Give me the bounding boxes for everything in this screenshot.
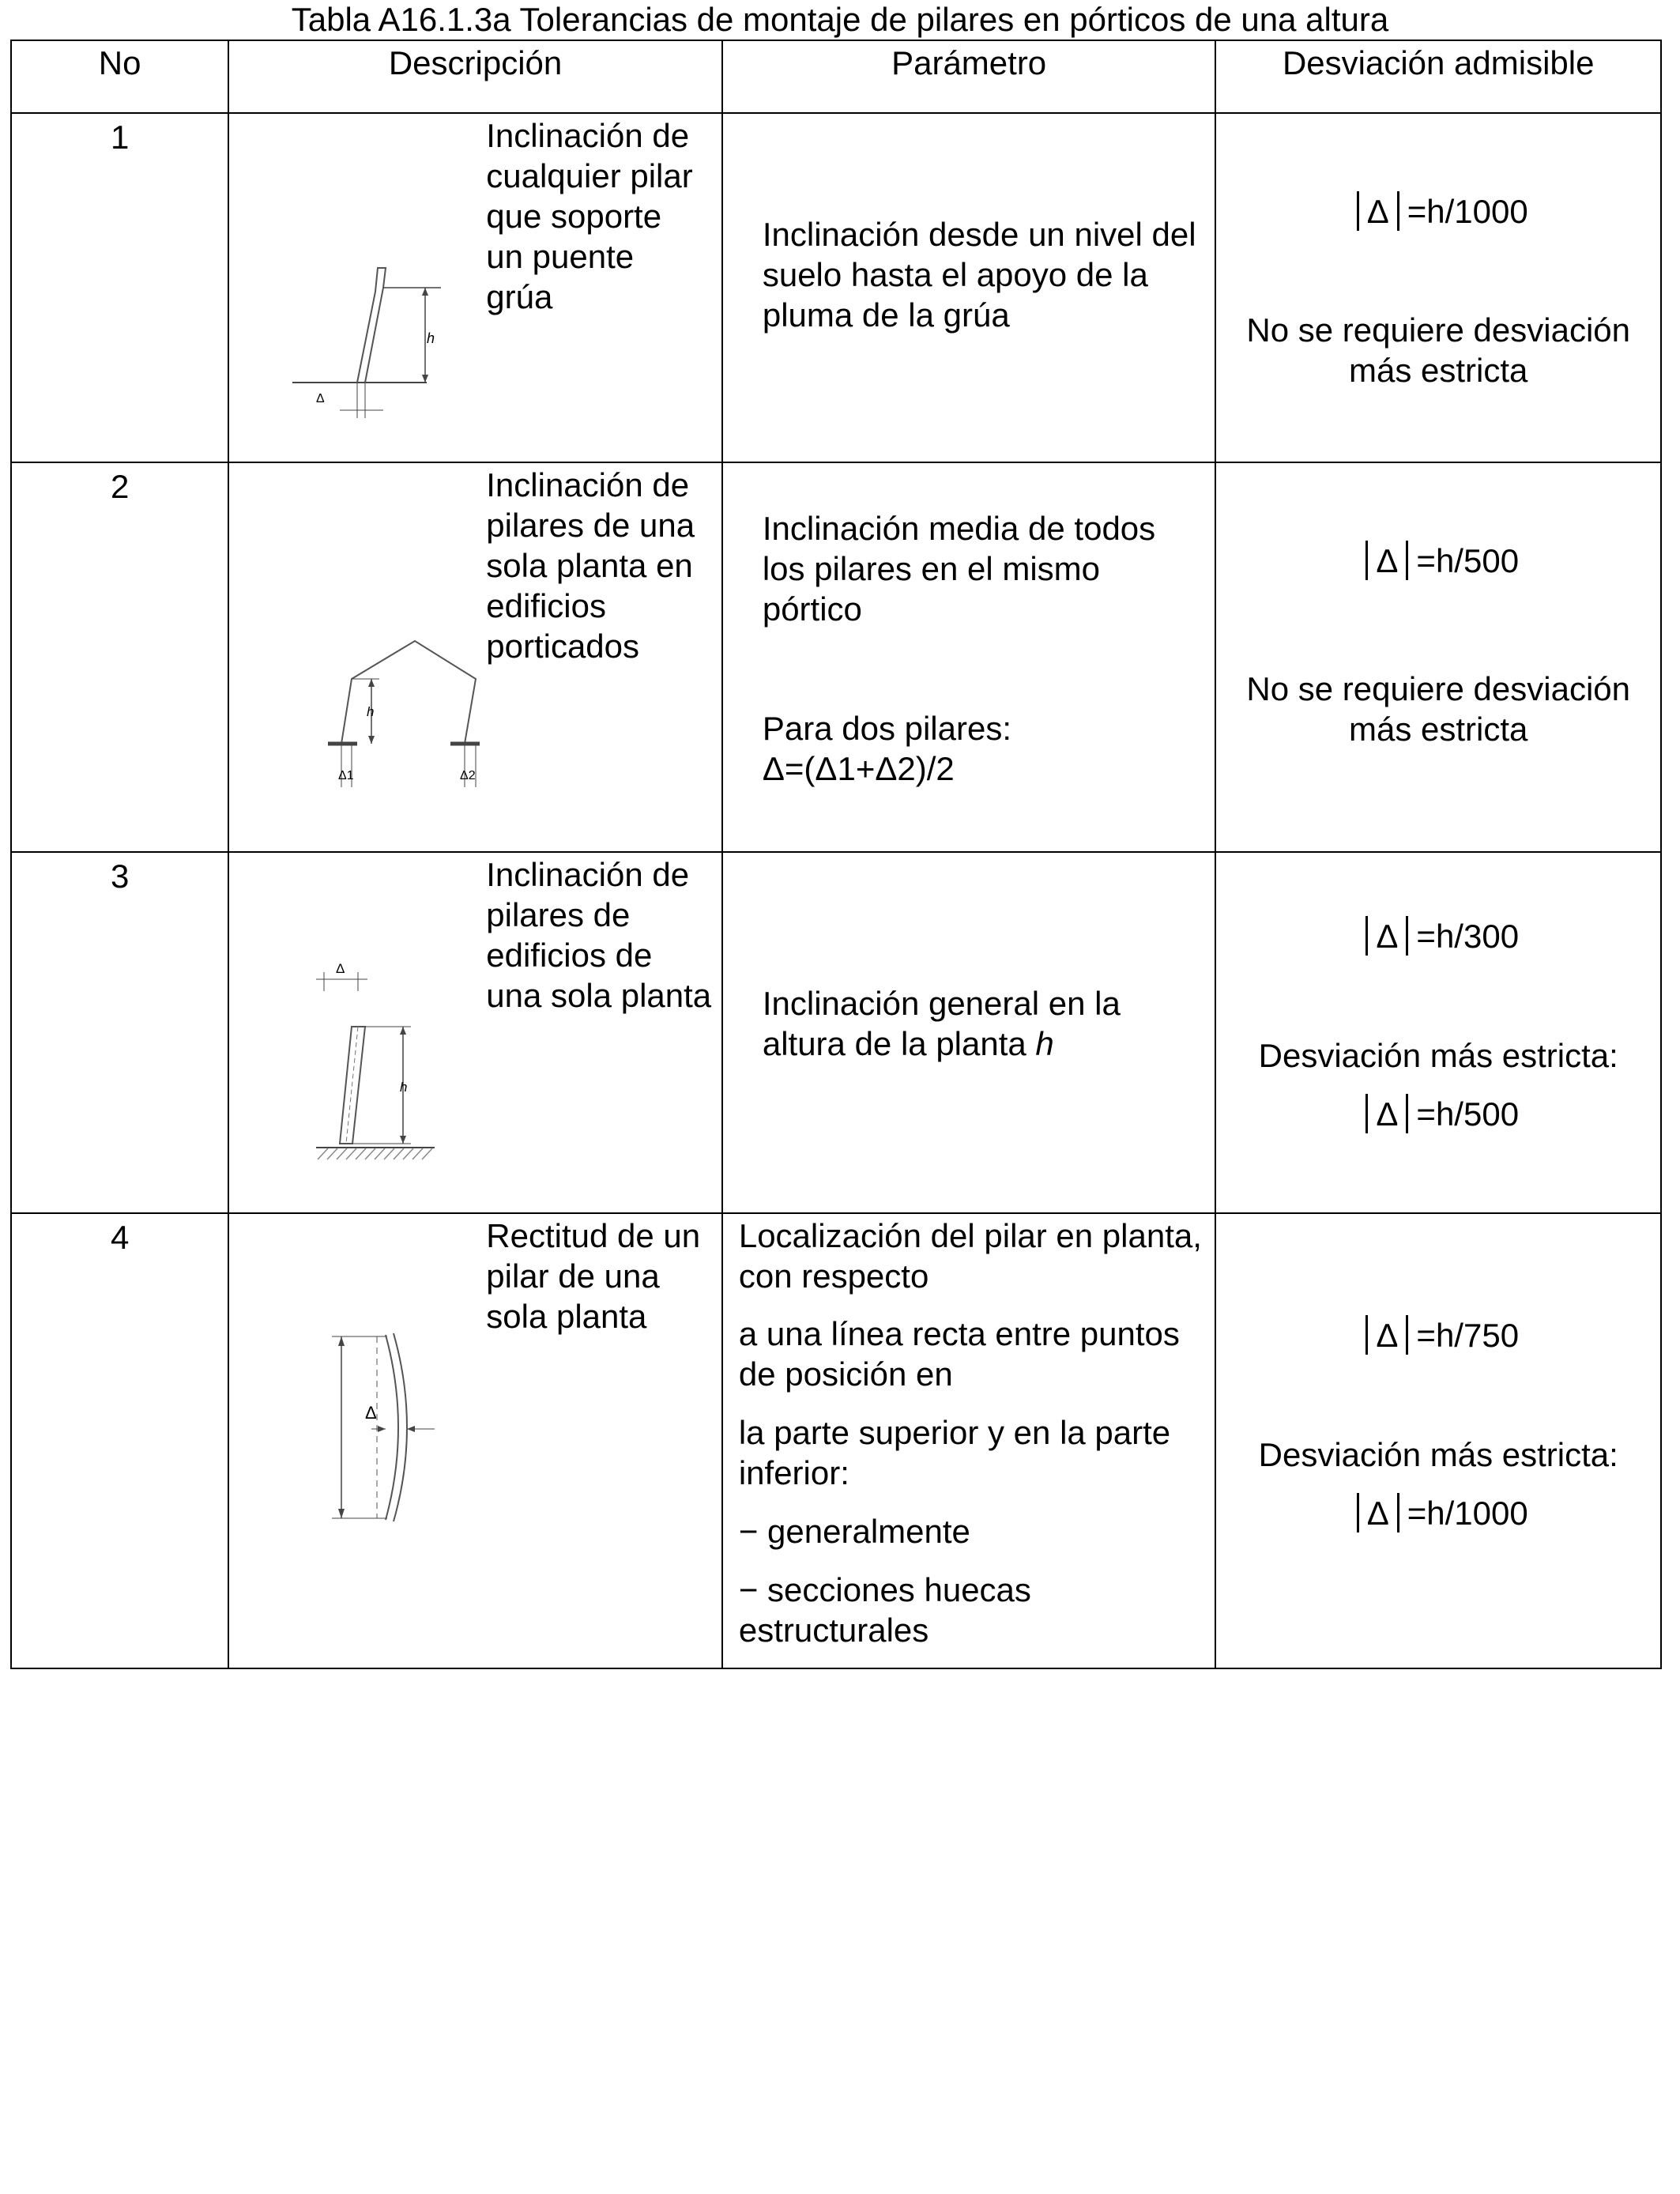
deviation-strict: Δ =h/500 bbox=[1216, 1094, 1660, 1137]
deviation-note: No se requiere desviación más estricta bbox=[1246, 670, 1631, 748]
parameter-cell bbox=[722, 113, 1216, 462]
description-cell bbox=[228, 852, 722, 1213]
deviation-cell bbox=[1215, 113, 1661, 462]
deviation-cell bbox=[1215, 462, 1661, 852]
deviation-primary: Δ =h/1000 bbox=[1216, 191, 1660, 234]
row-description: Inclinación de cualquier pilar que soporte un puente grúa bbox=[486, 117, 693, 315]
row-number: 2 bbox=[11, 462, 228, 852]
header-row bbox=[11, 40, 1661, 113]
description-cell bbox=[228, 1213, 722, 1668]
curved-column-figure bbox=[292, 1321, 498, 1550]
tolerance-table bbox=[10, 40, 1662, 1669]
delta-2-label: Δ2 bbox=[460, 769, 476, 782]
deviation-strict: Δ =h/1000 bbox=[1216, 1493, 1660, 1536]
row-parameter-line-2: a una línea recta entre puntos de posición en bbox=[738, 1315, 1180, 1393]
row-description: Rectitud de un pilar de una sola planta bbox=[486, 1217, 701, 1335]
row-number: 4 bbox=[11, 1213, 228, 1668]
deviation-strict-label: Desviación más estricta: bbox=[1258, 1436, 1618, 1473]
deviation-cell bbox=[1215, 1213, 1661, 1668]
h-label: h bbox=[427, 330, 435, 346]
table-row bbox=[11, 1213, 1661, 1668]
table-row bbox=[11, 462, 1661, 852]
description-cell bbox=[228, 113, 722, 462]
delta-label: Δ bbox=[365, 1403, 377, 1423]
header-deviation: Desviación admisible bbox=[1215, 40, 1661, 113]
row-parameter-line-3: la parte superior y en la parte inferior: bbox=[738, 1414, 1171, 1491]
row-description: Inclinación de pilares de una sola planta en edificios porticados bbox=[486, 466, 695, 665]
row-number: 3 bbox=[11, 852, 228, 1213]
delta-label: Δ bbox=[336, 961, 345, 976]
table-row bbox=[11, 113, 1661, 462]
header-parameter: Parámetro bbox=[722, 40, 1216, 113]
row-parameter-formula: Δ=(Δ1+Δ2)/2 bbox=[762, 750, 955, 787]
deviation-cell bbox=[1215, 852, 1661, 1213]
header-no: No bbox=[11, 40, 228, 113]
parameter-cell bbox=[722, 1213, 1216, 1668]
h-label: h bbox=[400, 1080, 408, 1095]
table-caption: Tabla A16.1.3a Tolerancias de montaje de pilares en pórticos de una altura bbox=[291, 1, 1389, 38]
delta-label: Δ bbox=[316, 392, 325, 405]
row-parameter: Inclinación desde un nivel del suelo hasta el apoyo de la pluma de la grúa bbox=[762, 216, 1196, 334]
parameter-cell bbox=[722, 462, 1216, 852]
portal-frame-figure bbox=[292, 617, 529, 807]
deviation-primary: Δ =h/750 bbox=[1216, 1315, 1660, 1358]
row-parameter-line-1: Localización del pilar en planta, con respecto bbox=[738, 1217, 1202, 1295]
header-description: Descripción bbox=[228, 40, 722, 113]
table-row bbox=[11, 852, 1661, 1213]
deviation-note: No se requiere desviación más estricta bbox=[1246, 311, 1631, 389]
row-parameter: Inclinación general en la altura de la planta h bbox=[762, 985, 1121, 1062]
row-parameter-line-5: − secciones huecas estructurales bbox=[738, 1571, 1031, 1649]
parameter-cell bbox=[722, 852, 1216, 1213]
row-parameter-two-columns: Para dos pilares: bbox=[762, 710, 1012, 747]
crane-column-figure bbox=[292, 252, 498, 426]
deviation-primary: Δ =h/300 bbox=[1216, 916, 1660, 959]
h-label: h bbox=[367, 704, 375, 719]
description-cell bbox=[228, 462, 722, 852]
row-number: 1 bbox=[11, 113, 228, 462]
deviation-primary: Δ =h/500 bbox=[1216, 541, 1660, 583]
inclined-column-figure bbox=[292, 956, 529, 1177]
delta-1-label: Δ1 bbox=[338, 769, 354, 782]
row-parameter: Inclinación media de todos los pilares en el mismo pórtico bbox=[762, 510, 1156, 628]
row-parameter-line-4: − generalmente bbox=[738, 1513, 970, 1550]
deviation-strict-label: Desviación más estricta: bbox=[1258, 1037, 1618, 1074]
row-description: Inclinación de pilares de edificios de una sola planta bbox=[486, 856, 712, 1014]
